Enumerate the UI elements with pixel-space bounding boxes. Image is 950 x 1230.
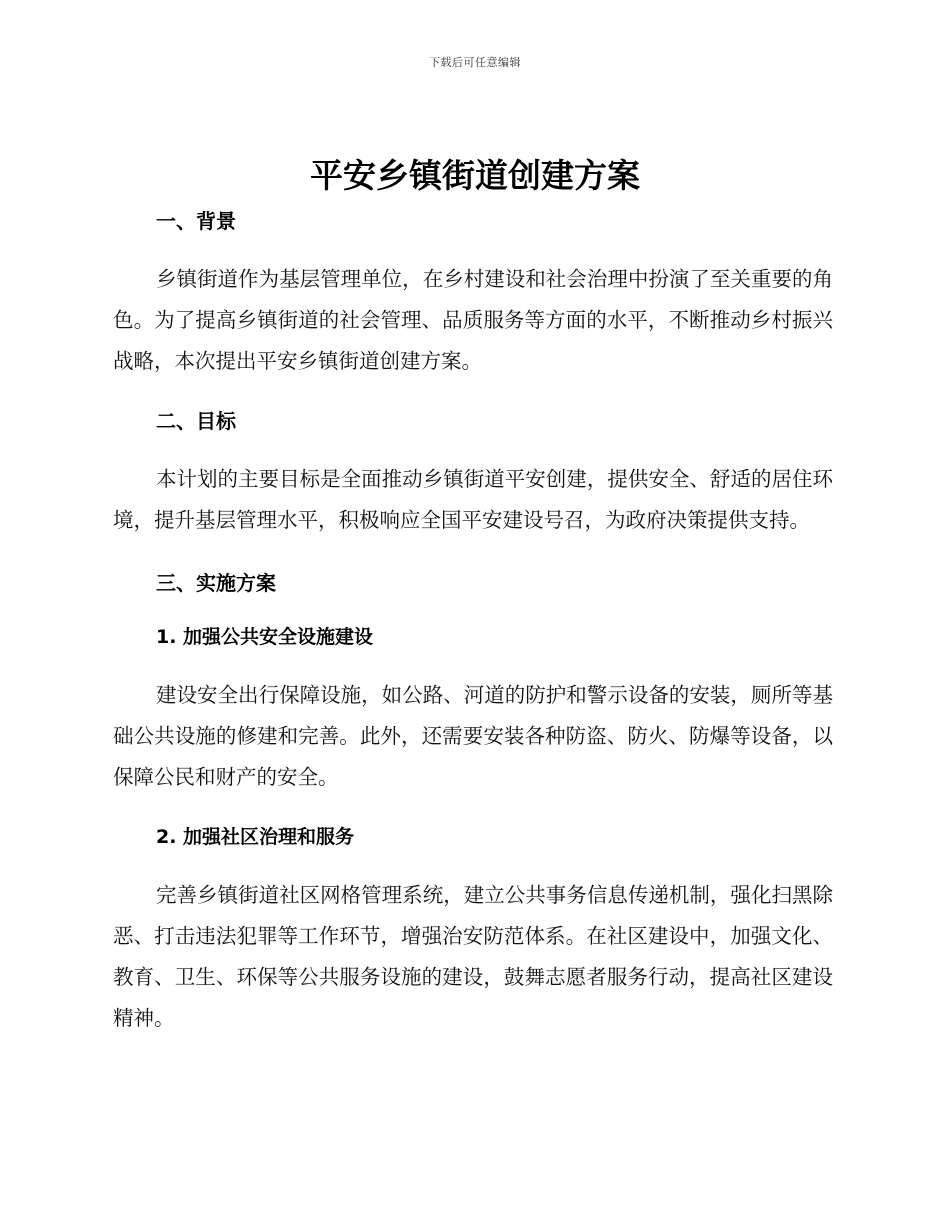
- section-heading-background: 一、背景: [156, 209, 236, 233]
- document-body: [113, 205, 833, 1039]
- section-paragraph-background: 乡镇街道作为基层管理单位，在乡村建设和社会治理中扮演了至关重要的角色。为了提高乡镇街道的社会管理、品质服务等方面的水平，不断推动乡村振兴战略，本次提出平安乡镇街道创建方案。: [113, 267, 833, 373]
- section-paragraph-goal: 本计划的主要目标是全面推动乡镇街道平安创建，提供安全、舒适的居住环境，提升基层管理水平，积极响应全国平安建设号召，为政府决策提供支持。: [113, 467, 833, 532]
- page-header: 下载后可任意编辑: [429, 56, 521, 69]
- subsection-paragraph-1: 建设安全出行保障设施，如公路、河道的防护和警示设备的安装，厕所等基础公共设施的修建和完善。此外，还需要安装各种防盗、防火、防爆等设备，以保障公民和财产的安全。: [113, 683, 833, 789]
- section-heading-goal: 二、目标: [156, 409, 236, 433]
- document-title: 平安乡镇街道创建方案: [310, 156, 640, 195]
- subsection-heading-2: 2. 加强社区治理和服务: [156, 826, 355, 848]
- subsection-heading-1: 1. 加强公共安全设施建设: [156, 626, 374, 648]
- subsection-paragraph-2: 完善乡镇街道社区网格管理系统，建立公共事务信息传递机制，强化扫黑除恶、打击违法犯罪等工作环节，增强治安防范体系。在社区建设中，加强文化、教育、卫生、环保等公共服务设施的建设，鼓舞志愿者服务行动，提高社区建设精神。: [113, 883, 833, 1030]
- section-heading-plan: 三、实施方案: [156, 571, 276, 595]
